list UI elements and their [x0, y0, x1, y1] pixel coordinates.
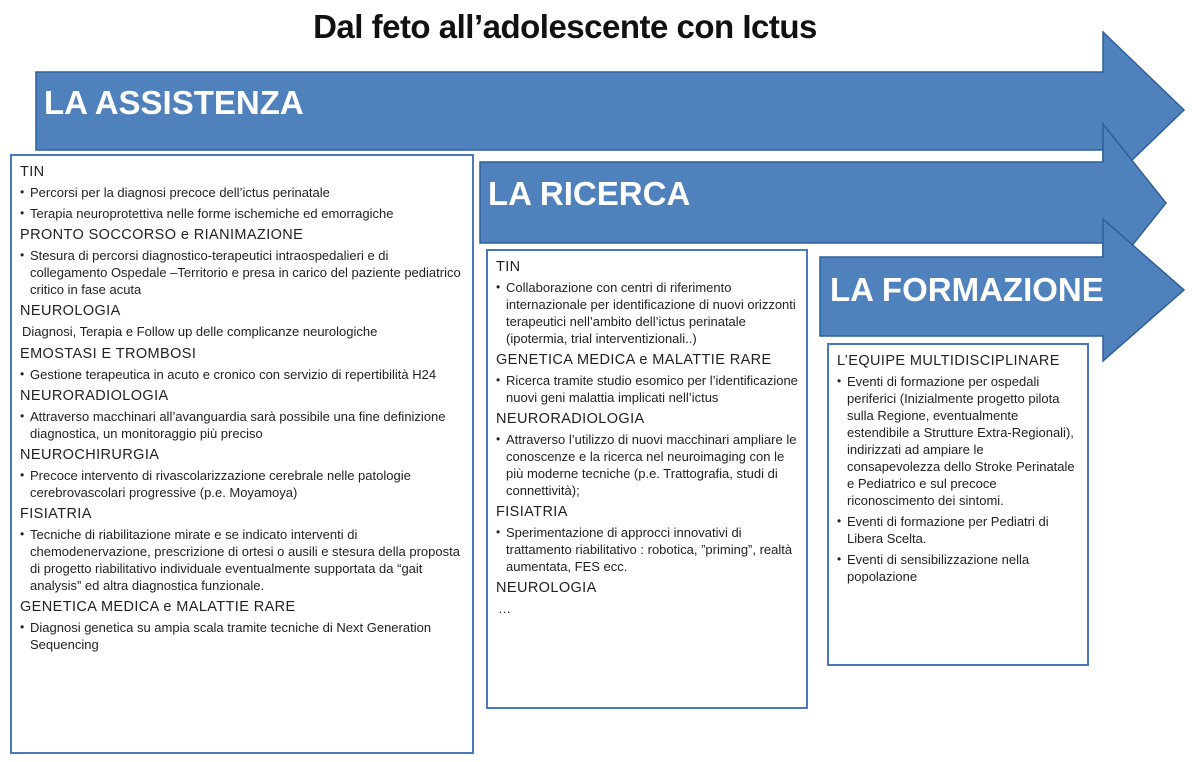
bullet-item: • Attraverso l’utilizzo di nuovi macchinari ampliare le conoscenze e la ricerca nel neuroimaging con le più moderne tecniche (p.e. Trattografia, studi di connettività); [496, 431, 798, 499]
assistenza-label: LA ASSISTENZA [44, 84, 304, 121]
section-heading: TIN [496, 259, 521, 275]
bullet-list [20, 619, 464, 653]
bullet-item: • Precoce intervento di rivascolarizzazione cerebrale nelle patologie cerebrovascolari progressive (p.e. Moyamoya) [20, 467, 464, 501]
section-heading: NEURORADIOLOGIA [496, 411, 645, 427]
bullet-list [496, 524, 798, 575]
section-heading: FISIATRIA [496, 504, 568, 520]
section-heading: NEURORADIOLOGIA [20, 388, 169, 404]
bullet-item: • Ricerca tramite studio esomico per l’identificazione nuovi geni malattia implicati nell’ictus [496, 372, 798, 406]
bullet-list [20, 467, 464, 501]
bullet-item: • Stesura di percorsi diagnostico-terapeutici intraospedalieri e di collegamento Ospedale –Territorio e presa in carico del paziente pediatrico critico in fase acuta [20, 247, 464, 298]
ricerca-box [486, 249, 808, 709]
bullet-list [20, 408, 464, 442]
diagram-title: Dal feto all’adolescente con Ictus [313, 8, 817, 45]
bullet-list [496, 372, 798, 406]
section-heading: PRONTO SOCCORSO e RIANIMAZIONE [20, 227, 304, 243]
section-heading: TIN [20, 164, 45, 180]
bullet-item: • Terapia neuroprotettiva nelle forme ischemiche ed emorragiche [20, 205, 464, 222]
bullet-list [496, 431, 798, 499]
section-heading: FISIATRIA [20, 506, 92, 522]
bullet-item: • Percorsi per la diagnosi precoce dell’ictus perinatale [20, 184, 464, 201]
section-heading: NEUROLOGIA [496, 580, 597, 596]
section-heading: GENETICA MEDICA e MALATTIE RARE [496, 352, 772, 368]
assistenza-box [10, 154, 474, 754]
bullet-list [20, 366, 464, 383]
bullet-list [837, 373, 1079, 585]
bullet-item: • Gestione terapeutica in acuto e cronico con servizio di repertibilità H24 [20, 366, 464, 383]
section-heading: NEUROCHIRURGIA [20, 447, 160, 463]
bullet-item: • Attraverso macchinari all’avanguardia sarà possibile una fine definizione diagnostica, un monitoraggio più preciso [20, 408, 464, 442]
bullet-item: • Sperimentazione di approcci innovativi di trattamento riabilitativo : robotica, ”priming”, realtà aumentata, FES ecc. [496, 524, 798, 575]
bullet-item: • Collaborazione con centri di riferimento internazionale per identificazione di nuovi orizzonti terapeutici nell’ambito dell’ictus perinatale (ipotermia, trial interventizionali..) [496, 279, 798, 347]
bullet-item: • Diagnosi genetica su ampia scala tramite tecniche di Next Generation Sequencing [20, 619, 464, 653]
bullet-item: • Tecniche di riabilitazione mirate e se indicato interventi di chemodenervazione, prescrizione di ortesi o ausili e stesura della proposta di progetto riabilitativo individuale eventualmente supportata da “gait analysis” ed altra diagnostica funzionale. [20, 526, 464, 594]
bullet-item: • Eventi di formazione per Pediatri di Libera Scelta. [837, 513, 1079, 547]
bullet-item: • Eventi di formazione per ospedali periferici (Inizialmente progetto pilota sulla Regione, eventualmente estendibile a Strutture Extra-Regionali), indirizzati ad ampiare le consapevolezza dello Stroke Perinatale e Pediatrico e sul precoce riconoscimento dei sintomi. [837, 373, 1079, 509]
bullet-item: • Eventi di sensibilizzazione nella popolazione [837, 551, 1079, 585]
section-heading: GENETICA MEDICA e MALATTIE RARE [20, 599, 296, 615]
formazione-label: LA FORMAZIONE [830, 271, 1104, 308]
bullet-list [20, 247, 464, 298]
bullet-list [496, 279, 798, 347]
section-text: … [498, 601, 511, 616]
section-heading: EMOSTASI E TROMBOSI [20, 346, 197, 362]
section-heading: NEUROLOGIA [20, 303, 121, 319]
section-heading: L’EQUIPE MULTIDISCIPLINARE [837, 353, 1060, 369]
bullet-list [20, 184, 464, 222]
bullet-list [20, 526, 464, 594]
section-text: Diagnosi, Terapia e Follow up delle complicanze neurologiche [22, 324, 378, 339]
ricerca-label: LA RICERCA [488, 175, 691, 212]
formazione-box [827, 343, 1089, 666]
